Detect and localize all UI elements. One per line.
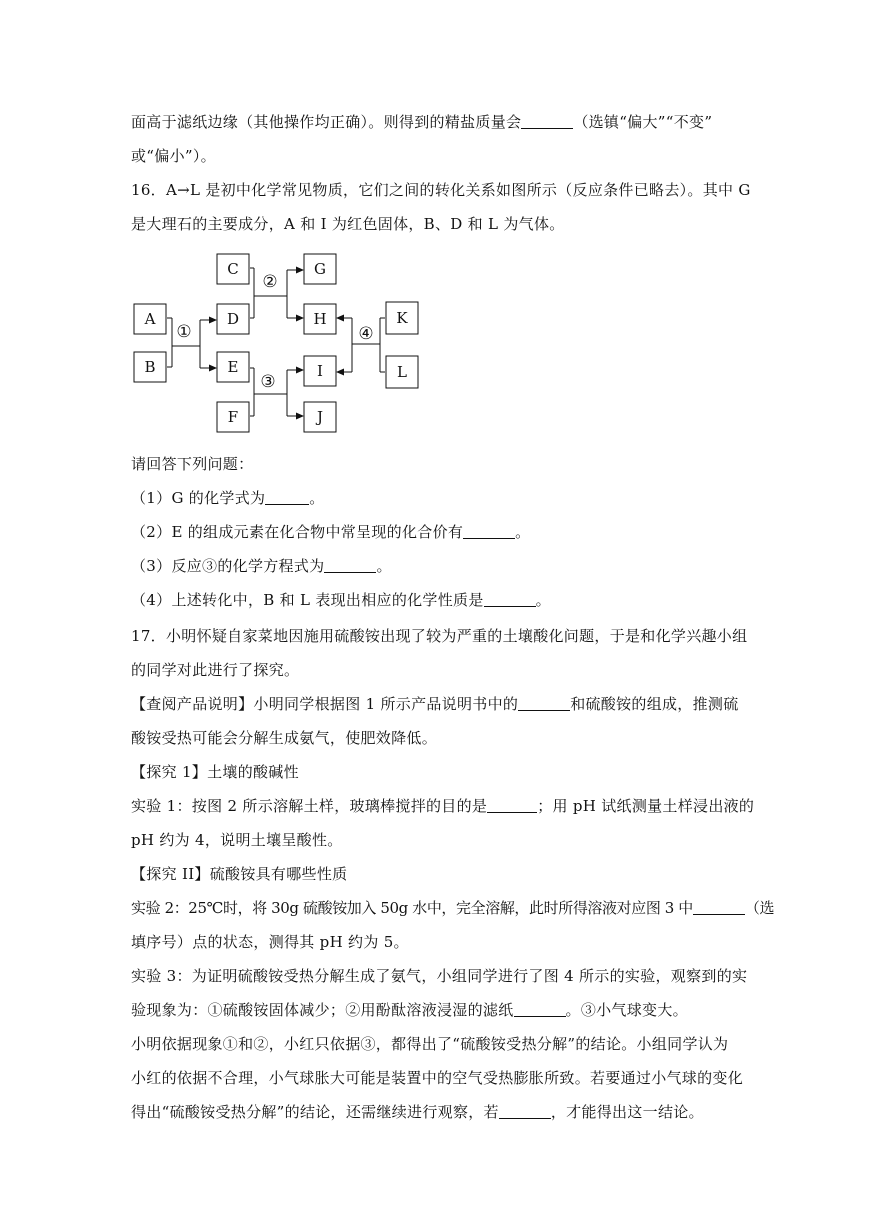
q16-sub4-end: 。 — [535, 591, 551, 609]
q16-prompt: 请回答下列问题： — [131, 455, 254, 473]
q16-sub1 — [131, 488, 325, 508]
q17-exp3-text: 验现象为：①硫酸铵固体减少；②用酚酞溶液浸湿的滤纸 — [131, 1001, 514, 1019]
q17-exp2-text: 实验 2：25℃时，将 30g 硫酸铵加入 50g 水中，完全溶解，此时所得溶液对应图 3 中 — [131, 899, 693, 917]
answer-blank[interactable] — [463, 522, 515, 539]
q16-sub4-text: （4）上述转化中，B 和 L 表现出相应的化学性质是 — [131, 591, 484, 609]
label-D: D — [226, 310, 240, 328]
q16-sub2-end: 。 — [515, 523, 531, 541]
label-E: E — [227, 358, 239, 376]
answer-blank[interactable] — [518, 694, 570, 711]
q17-exp1-line1 — [131, 796, 754, 816]
q17-exp3-line1: 实验 3：为证明硫酸铵受热分解生成了氨气，小组同学进行了图 4 所示的实验，观察到的实 — [131, 967, 748, 985]
answer-blank[interactable] — [484, 590, 536, 607]
q15-line2: 或“偏小”）。 — [131, 147, 216, 165]
label-H: H — [313, 310, 327, 328]
answer-blank[interactable] — [324, 556, 376, 573]
label-F: F — [227, 408, 239, 426]
q16-intro-line2: 是大理石的主要成分，A 和 I 为红色固体，B、D 和 L 为气体。 — [131, 215, 565, 233]
q17-product-line2: 酸铵受热可能会分解生成氨气，使肥效降低。 — [131, 729, 438, 747]
answer-blank[interactable] — [693, 898, 745, 915]
q16-sub3-end: 。 — [376, 557, 392, 575]
q17-exp1-text-b: ；用 pH 试纸测量土样浸出液的 — [537, 797, 755, 815]
q17-intro-line2: 的同学对此进行了探究。 — [131, 661, 300, 679]
q16-sub2-text: （2）E 的组成元素在化合物中常呈现的化合价有 — [131, 523, 464, 541]
q17-exp1-text: 实验 1：按图 2 所示溶解土样，玻璃棒搅拌的目的是 — [131, 797, 488, 815]
q17-conclusion-line1: 小明依据现象①和②，小红只依据③，都得出了“硫酸铵受热分解”的结论。小组同学认为 — [131, 1035, 729, 1053]
q16-intro-line1: 16．A→L 是初中化学常见物质，它们之间的转化关系如图所示（反应条件已略去）。其中 G — [131, 181, 751, 199]
reaction-3-marker: ③ — [260, 372, 276, 392]
q17-conclusion-text: 得出“硫酸铵受热分解”的结论，还需继续进行观察，若 — [131, 1103, 499, 1121]
reaction-diagram — [0, 0, 869, 460]
q17-product-text: 【查阅产品说明】小明同学根据图 1 所示产品说明书中的 — [131, 695, 519, 713]
q17-exp2-line1 — [131, 898, 774, 918]
reaction-2-marker: ② — [262, 272, 278, 292]
label-C: C — [227, 260, 239, 278]
q17-exp1-line2: pH 约为 4，说明土壤呈酸性。 — [131, 831, 343, 849]
label-K: K — [396, 309, 408, 327]
q17-exp3-text-b: 。③小气球变大。 — [565, 1001, 688, 1019]
q16-sub1-end: 。 — [309, 489, 325, 507]
label-L: L — [397, 363, 407, 381]
q16-sub4 — [131, 590, 551, 610]
q17-intro-line1: 17．小明怀疑自家菜地因施用硫酸铵出现了较为严重的土壤酸化问题，于是和化学兴趣小组 — [131, 627, 748, 645]
label-G: G — [314, 260, 326, 278]
q17-heading-2: 【探究 II】硫酸铵具有哪些性质 — [131, 865, 348, 883]
label-J: J — [316, 408, 324, 426]
reaction-4-marker: ④ — [358, 324, 374, 344]
answer-blank[interactable] — [265, 488, 309, 505]
q17-product-text-b: 和硫酸铵的组成，推测硫 — [570, 695, 739, 713]
q16-sub1-text: （1）G 的化学式为 — [131, 489, 266, 507]
q17-conclusion-line3 — [131, 1102, 704, 1122]
q16-sub3 — [131, 556, 392, 576]
label-B: B — [144, 358, 156, 376]
q17-exp2-line2: 填序号）点的状态，测得其 pH 约为 5。 — [131, 933, 409, 951]
q16-sub3-text: （3）反应③的化学方程式为 — [131, 557, 325, 575]
q16-sub2 — [131, 522, 530, 542]
q17-product-line1 — [131, 694, 739, 714]
q17-conclusion-line2: 小红的依据不合理，小气球胀大可能是装置中的空气受热膨胀所致。若要通过小气球的变化 — [131, 1069, 744, 1087]
q17-conclusion-text-b: ，才能得出这一结论。 — [550, 1103, 704, 1121]
q17-heading-1: 【探究 1】土壤的酸碱性 — [131, 763, 299, 781]
q17-exp2-text-b: （选 — [744, 899, 775, 917]
q17-exp3-line2 — [131, 1000, 688, 1020]
answer-blank[interactable] — [514, 1000, 566, 1017]
label-I: I — [317, 362, 323, 380]
label-A: A — [144, 310, 156, 328]
q15-text-b: （选镇“偏大”“不变” — [573, 113, 713, 131]
reaction-1-marker: ① — [176, 322, 192, 342]
answer-blank[interactable] — [487, 796, 537, 813]
answer-blank[interactable] — [499, 1102, 551, 1119]
q15-text-a: 面高于滤纸边缘（其他操作均正确）。则得到的精盐质量会 — [131, 113, 522, 131]
